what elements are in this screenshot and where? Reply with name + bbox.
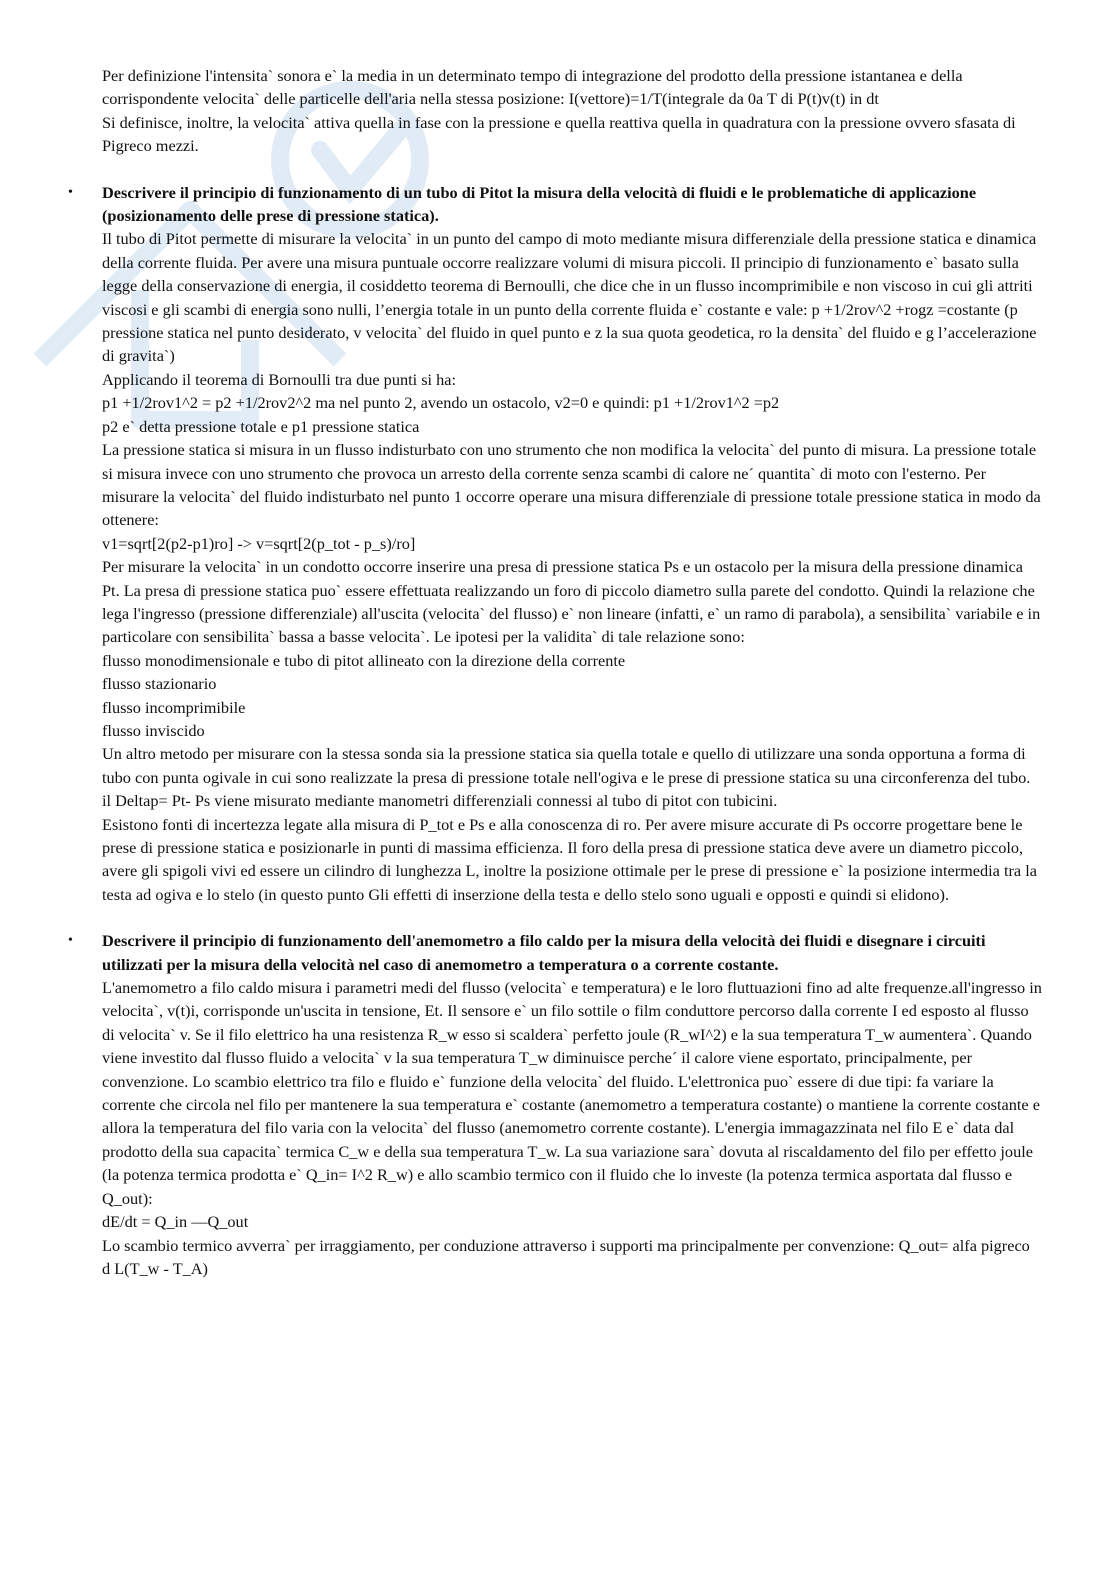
answer-paragraph: p2 e` detta pressione totale e p1 pressione statica xyxy=(102,416,420,436)
bullet-icon: • xyxy=(68,184,73,200)
answer-paragraph: Per misurare la velocita` in un condotto occorre inserire una presa di pressione statica Ps e un ostacolo per la misura della pressione dinamica Pt. La presa di pressione statica puo` essere effettuata realizzando un foro di piccolo diametro sulla parete del condotto. Quindi la relazione che lega l'ingresso (pressione differenziale) all'uscita (velocita` del flusso) e` non lineare (infatti, e` un ramo di parabola), a sensibilita` variabile e in particolare con sensibilita` bassa a basse velocita`. Le ipotesi per la validita` di tale relazione sono: xyxy=(102,557,1041,647)
answer-paragraph: Lo scambio termico avverra` per irraggiamento, per conduzione attraverso i supporti ma principalmente per convenzione: Q_out= alfa pigreco d L(T_w - T_A) xyxy=(102,1235,1030,1278)
answer-paragraph: Applicando il teorema di Bornoulli tra due punti si ha: xyxy=(102,369,457,389)
intro-paragraph: Si definisce, inoltre, la velocita` attiva quella in fase con la pressione e quella reattiva quella in quadratura con la pressione ovvero sfasata di Pigreco mezzi. xyxy=(102,112,1016,156)
answer-paragraph: Il tubo di Pitot permette di misurare la velocita` in un punto del campo di moto mediante misura differenziale della pressione statica e dinamica della corrente fluida. Per avere una misura puntuale occorre realizzare volumi di misura piccoli. Il principio di funzionamento e` basato sulla legge della conservazione di energia, il cosiddetto teorema di Bernoulli, che dice che in un flusso incomprimibile e non viscoso in cui gli attriti viscosi e gli scambi di energia sono nulli, l’energia totale in un punto della corrente fluida e` costante e vale: p +1/2rov^2 +rogz =costante (p pressione statica nel punto desiderato, v velocita` del fluido in quel punto e z la sua quota geodetica, ro la densita` del fluido e g l’accelerazione di gravita`) xyxy=(102,229,1037,366)
question-heading: Descrivere il principio di funzionamento dell'anemometro a filo caldo per la misura della velocità dei fluidi e disegnare i circuiti utilizzati per la misura della velocità nel caso di anemometro a temperatura o a corrente costante. xyxy=(102,931,986,974)
hypothesis-item: flusso monodimensionale e tubo di pitot allineato con la direzione della corrente xyxy=(102,650,626,670)
document-body xyxy=(68,64,1042,1280)
question-item-anemometer xyxy=(68,929,1042,1280)
answer-paragraph: Un altro metodo per misurare con la stessa sonda sia la pressione statica sia quella totale e quello di utilizzare una sonda opportuna a forma di tubo con punta ogivale in cui sono realizzate la presa di pressione totale nell'ogiva e le prese di pressione statica su una circonferenza del tubo. il Deltap= Pt- Ps viene misurato mediante manometri differenziali connessi al tubo di pitot con tubicini. xyxy=(102,744,1031,811)
answer-paragraph: Esistono fonti di incertezza legate alla misura di P_tot e Ps e alla conoscenza di ro. Per avere misure accurate di Ps occorre progettare bene le prese di pressione statica e posizionarle in punti di massima efficienza. Il foro della presa di pressione statica deve avere un diametro piccolo, avere gli spigoli vivi ed essere un cilindro di lunghezza L, inoltre la posizione ottimale per le prese di pressione e` la posizione intermedia tra la testa ad ogiva e lo stelo (in questo punto Gli effetti di inserzione della testa e dello stelo sono uguali e opposti e quindi si elidono). xyxy=(102,814,1037,904)
intro-paragraph: Per definizione l'intensita` sonora e` la media in un determinato tempo di integrazione del prodotto della pressione istantanea e della corrispondente velocita` delle particelle dell'aria nella stessa posizione: I(vettore)=1/T(integrale da 0a T di P(t)v(t) in dt xyxy=(102,66,963,109)
question-heading: Descrivere il principio di funzionamento di un tubo di Pitot la misura della velocità di fluidi e le problematiche di applicazione (posizionamento delle prese di pressione statica). xyxy=(102,182,977,226)
answer-paragraph: La pressione statica si misura in un flusso indisturbato con uno strumento che non modifica la velocita` del punto di misura. La pressione totale si misura invece con uno strumento che provoca un arresto della corrente senza scambi di calore ne´ quantita` di moto con l'esterno. Per misurare la velocita` del fluido indisturbato nel punto 1 occorre operare una misura differenziale di pressione totale pressione statica in modo da ottenere: xyxy=(102,440,1041,530)
hypothesis-item: flusso stazionario xyxy=(102,674,217,694)
hypothesis-item: flusso incomprimibile xyxy=(102,697,246,717)
formula-line: v1=sqrt[2(p2-p1)ro] -> v=sqrt[2(p_tot - p_s)/ro] xyxy=(102,533,416,553)
formula-line: p1 +1/2rov1^2 = p2 +1/2rov2^2 ma nel punto 2, avendo un ostacolo, v2=0 e quindi: p1 +1/2rov1^2 =p2 xyxy=(102,393,780,413)
question-item-pitot xyxy=(68,181,1042,907)
answer-paragraph: L'anemometro a filo caldo misura i parametri medi del flusso (velocita` e temperatura) e le loro fluttuazioni fino ad alte frequenze.all'ingresso in velocita`, v(t)i, corrisponde un'uscita in tensione, Et. Il sensore e` un filo sottile o film conduttore percorso dalla corrente I ed esposto al flusso di velocita` v. Se il filo elettrico ha una resistenza R_w esso si scaldera` perfetto joule (R_wI^2) e la sua temperatura T_w aumentera`. Quando viene investito dal flusso fluido a velocita` v la sua temperatura T_w diminuisce perche´ il calore viene esportato, principalmente, per convenzione. Lo scambio elettrico tra filo e fluido e` funzione della velocita` del fluido. L'elettronica puo` essere di due tipi: fa variare la corrente che circola nel filo per mantenere la sua temperatura e` costante (anemometro a temperatura costante) o mantiene la corrente costante e allora la temperatura del filo varia con la velocita` del flusso (anemometro corrente costante). L'energia immagazzinata nel filo E e` data dal prodotto della sua capacita` termica C_w e della sua temperatura T_w. La sua variazione sara` dovuta al riscaldamento del filo per effetto joule (la potenza termica prodotta e` Q_in= I^2 R_w) e allo scambio termico con il fluido che lo investe (la potenza termica asportata dal flusso e Q_out): xyxy=(102,978,1042,1208)
formula-line: dE/dt = Q_in —Q_out xyxy=(102,1212,249,1232)
hypothesis-item: flusso inviscido xyxy=(102,720,205,740)
bullet-icon: • xyxy=(68,933,73,949)
